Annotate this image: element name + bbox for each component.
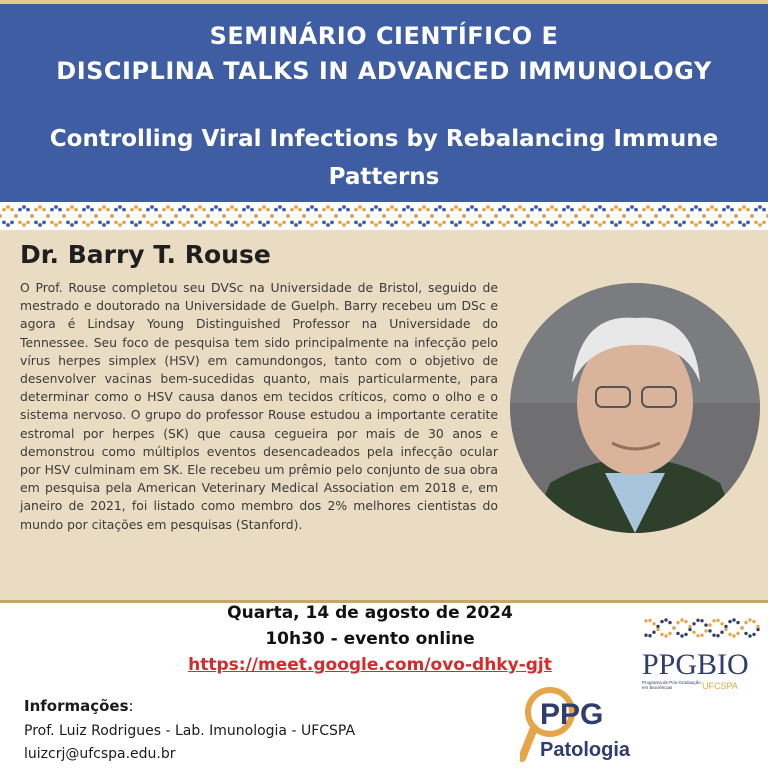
ppg-patologia-logo <box>520 680 660 765</box>
speaker-name: Dr. Barry T. Rouse <box>20 240 271 269</box>
meeting-link[interactable]: https://meet.google.com/ovo-dhky-gjt <box>188 655 552 675</box>
speaker-bio: O Prof. Rouse completou seu DVSc na Universidade de Bristol, seguido de mestrado e doutorado na Universidade de Guelph. Barry recebeu um DSc e agora é Lindsay Young Distinguished Professor na Universidade do Tennessee. Seu foco de pesquisa tem sido principalmente na infecção pelo vírus herpes simplex (HSV) em camundongos, tanto com o objetivo de desenvolver vacinas bem-sucedidas quanto, mais particularmente, para determinar como o HSV causa danos em tecidos críticos, como o olho e o sistema nervoso. O grupo do professor Rouse estudou a importante ceratite estromal por herpes (SK) que causa cegueira por mais de 30 anos e demonstrou como múltiplos eventos desencadeados pela infecção ocular por HSV culminam em SK. Ele recebeu um prêmio pelo conjunto de sua obra em pesquisa pela American Veterinary Medical Association em 2018 e, em janeiro de 2021, foi listado como membro dos 2% melhores cientistas do mundo por citações em pesquisas (Stanford). <box>20 280 498 532</box>
talk-title: Controlling Viral Infections by Rebalancing Immune Patterns <box>49 126 719 190</box>
ppgbio-logo-org: UFCSPA <box>702 681 738 691</box>
info-heading-text: Informações <box>24 697 129 715</box>
seminar-title-line2: DISCIPLINA TALKS IN ADVANCED IMMUNOLOGY <box>56 57 712 85</box>
ppg-logo-text: PPG <box>540 698 604 731</box>
patologia-logo-text: Patologia <box>540 739 631 761</box>
decorative-chain-pattern <box>0 202 768 230</box>
speaker-photo <box>510 283 760 533</box>
contact-person: Prof. Luiz Rodrigues - Lab. Imunologia - UFCSPA <box>24 723 356 739</box>
event-date: Quarta, 14 de agosto de 2024 <box>227 603 513 623</box>
info-heading <box>24 697 134 715</box>
ppgbio-logo <box>640 612 764 702</box>
contact-email[interactable]: luizcrj@ufcspa.edu.br <box>24 746 176 762</box>
header-banner <box>0 4 768 202</box>
event-time: 10h30 - evento online <box>265 629 475 649</box>
info-heading-colon: : <box>128 697 134 715</box>
ppgbio-logo-sub1: Programa de Pós-Graduação <box>642 680 701 685</box>
ppgbio-logo-text: PPGBIO <box>642 648 749 681</box>
ppgbio-logo-sub2: em Biociências <box>642 685 673 690</box>
seminar-title-line1: SEMINÁRIO CIENTÍFICO E <box>209 22 559 50</box>
